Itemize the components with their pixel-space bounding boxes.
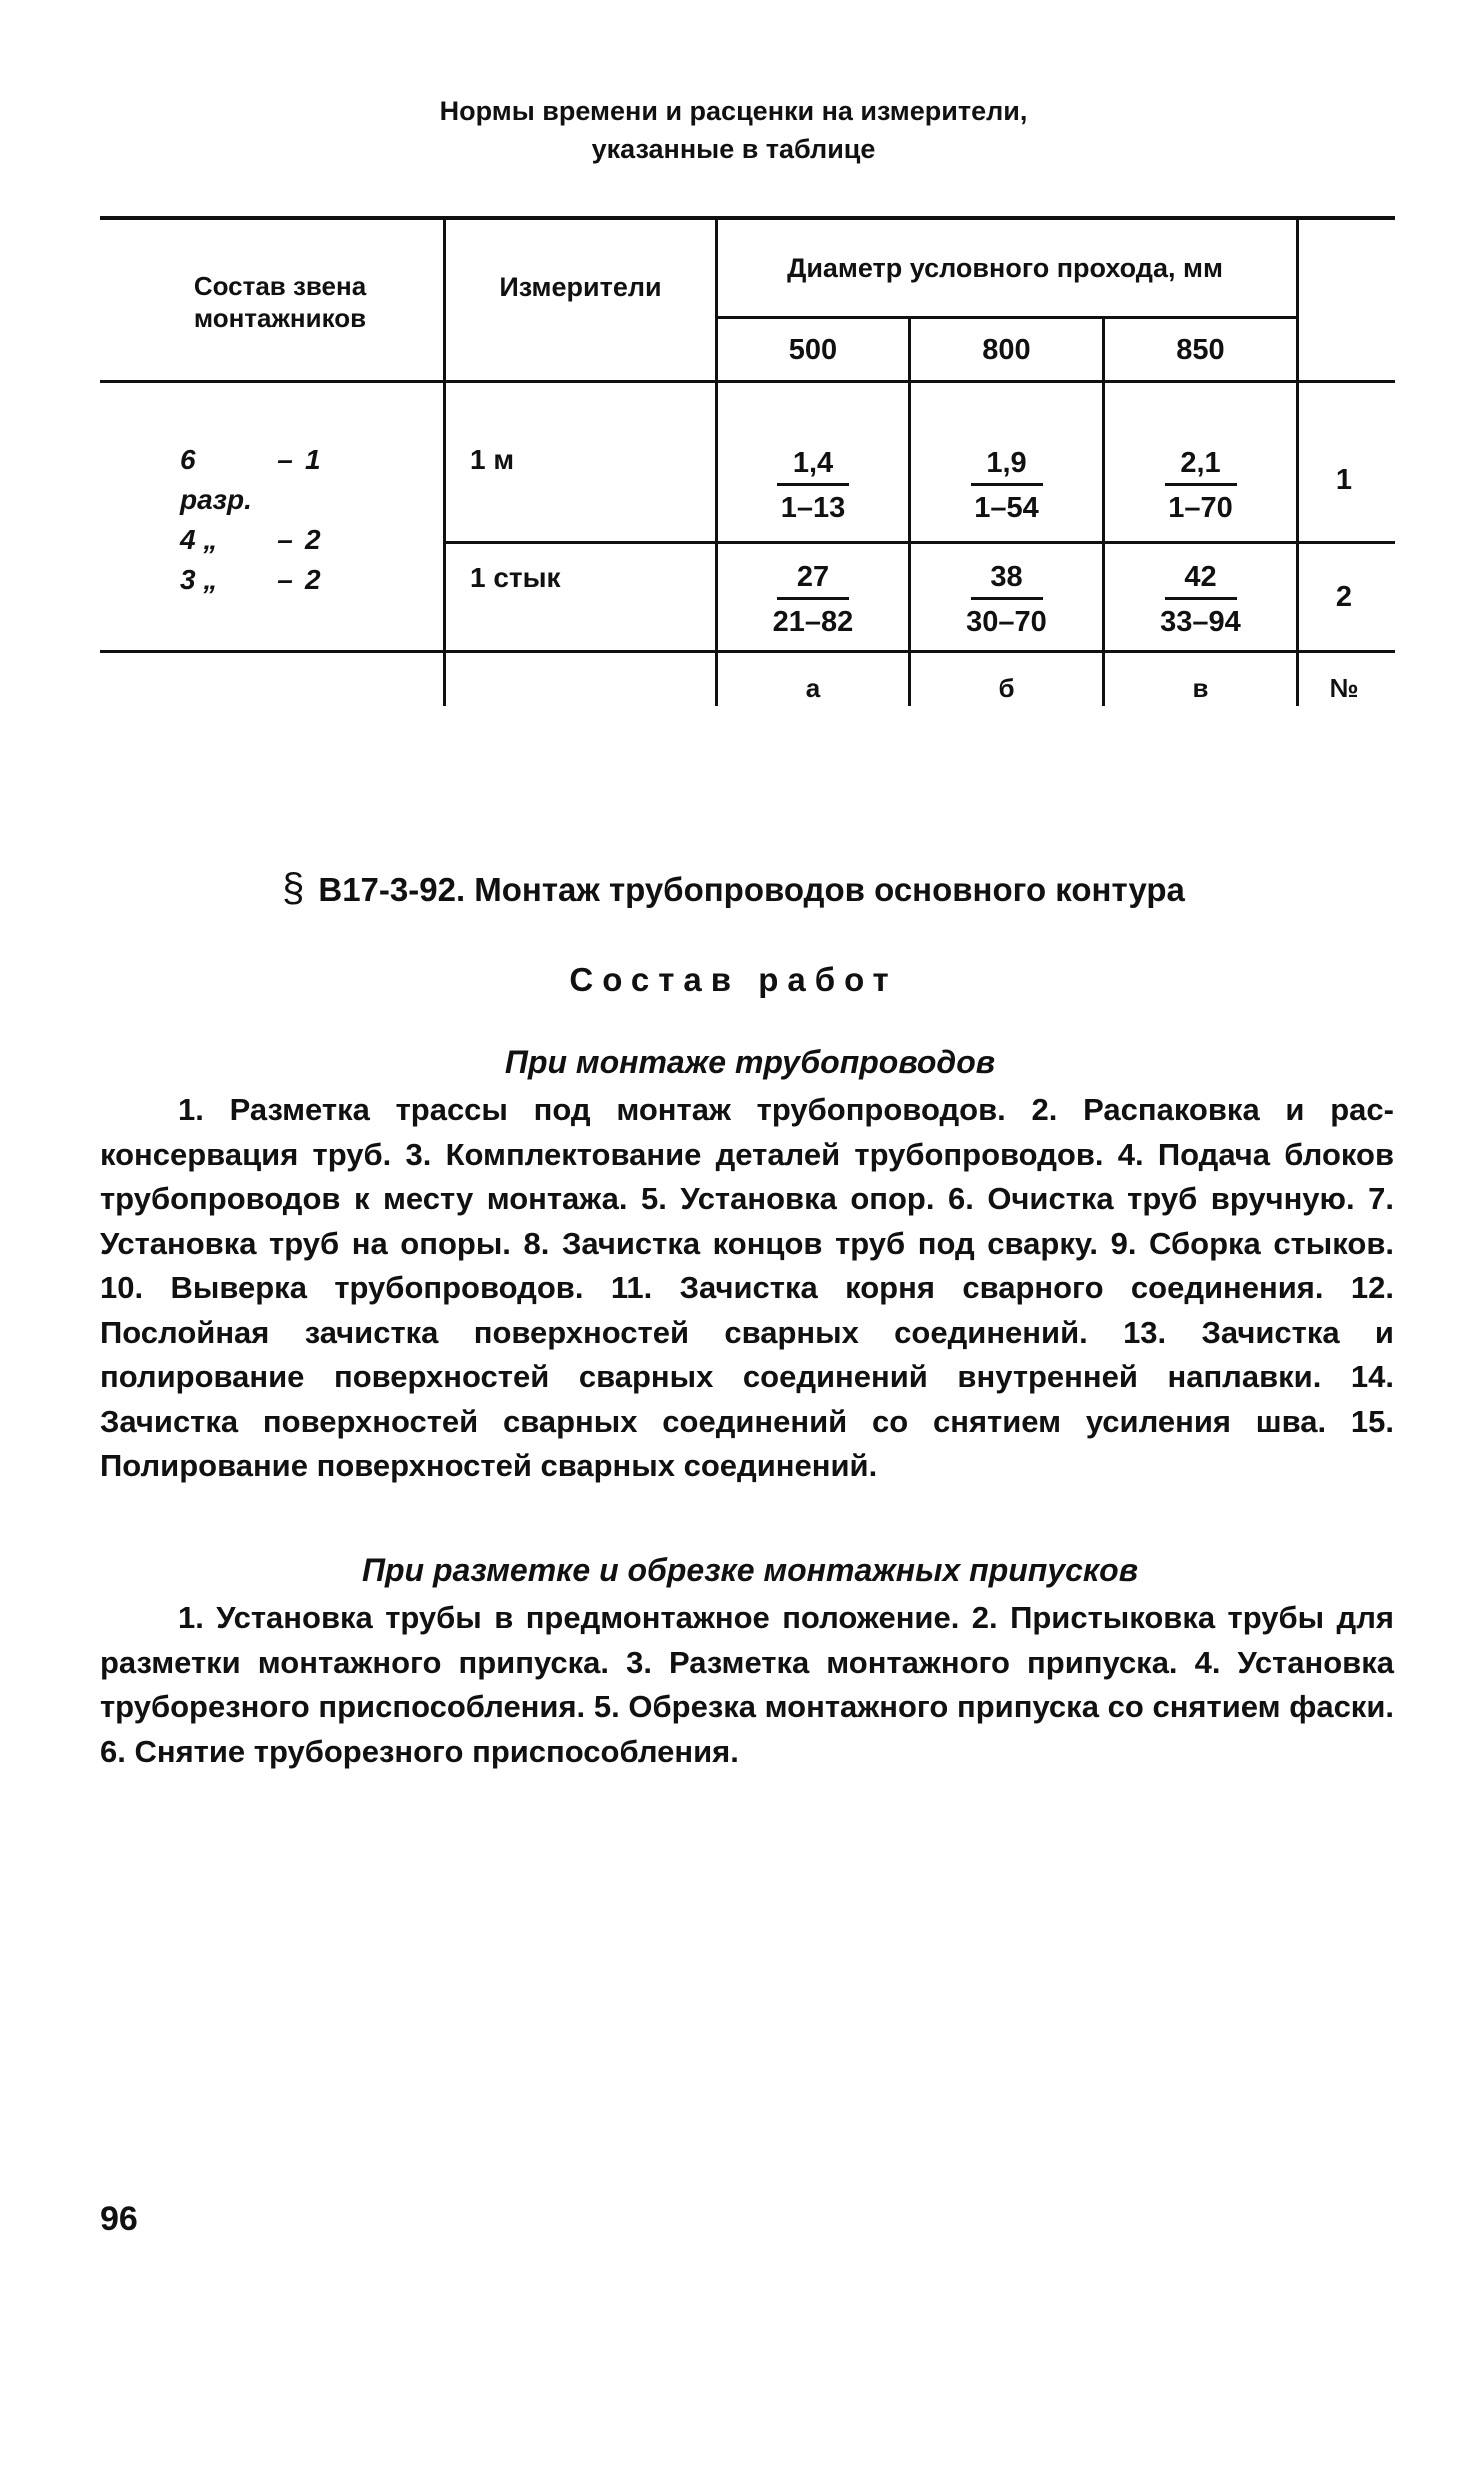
diameter-subrule xyxy=(716,316,1297,319)
work-composition-title: Состав работ xyxy=(569,961,898,998)
row-1-col-c xyxy=(1105,440,1296,530)
header-measure: Измерители xyxy=(499,271,662,302)
rate: 1–54 xyxy=(974,491,1039,524)
crew-count: 1 xyxy=(305,444,321,475)
rate: 21–82 xyxy=(772,605,854,638)
footer-col-c: в xyxy=(1192,672,1209,703)
footer-col-a: а xyxy=(805,672,821,703)
section-title-text: В17-3-92. Монтаж трубопроводов основного контура xyxy=(318,871,1185,908)
rate: 33–94 xyxy=(1160,605,1241,638)
crew-dash: – xyxy=(277,564,293,595)
row-2-measure: 1 стык xyxy=(470,562,561,593)
table-title-line-1: Нормы времени и расценки на измерители, xyxy=(439,96,1028,126)
crew-count: 2 xyxy=(305,564,321,595)
crew-count: 2 xyxy=(305,524,321,555)
subheading-allowance-marking: При разметке и обрезке монтажных припусков xyxy=(361,1552,1139,1588)
section-symbol: § xyxy=(282,866,305,910)
row-divider xyxy=(444,541,1395,544)
row-2-number: 2 xyxy=(1335,580,1353,613)
footer-number-label: № xyxy=(1329,672,1359,703)
crew-grade: 4 „ xyxy=(180,524,218,555)
header-diameter-850: 850 xyxy=(1176,333,1225,366)
header-diameter-500: 500 xyxy=(788,333,838,366)
row-1-col-a xyxy=(718,440,908,530)
body-bottom-rule xyxy=(100,650,1395,653)
crew-row xyxy=(180,440,380,520)
crew-row xyxy=(180,560,380,600)
paragraph-pipeline-installation: 1. Разметка трассы под монтаж трубопроводов. 2. Распаковка и расконсервация труб. 3. Комплектование деталей трубопроводов. 4. Подача блоков трубопроводов к месту монтажа. 5. Установка опор. 6. Очистка труб вручную. 7. Установка труб на опоры. 8. Зачистка концов труб под сварку. 9. Сборка стыков. 10. Выверка трубопроводов. 11. Зачистка корня сварного соединения. 12. Послойная зачистка поверхностей сварных соединений. 13. Зачистка и полирование поверхностей сварных соединений внутренней наплавки. 14. Зачистка поверхностей сварных соединений со снятием усиления шва. 15. Полирование поверхностей сварных соединений. xyxy=(100,1092,1394,1483)
page-number: 96 xyxy=(100,2200,138,2238)
crew-dash: – xyxy=(277,524,293,555)
table-title xyxy=(0,92,1467,168)
crew-row xyxy=(180,520,380,560)
time-norm: 1,9 xyxy=(971,447,1043,486)
time-norm: 27 xyxy=(777,561,849,600)
paragraph-allowance-marking: 1. Установка трубы в предмонтажное положение. 2. Пристыковка трубы для разметки монтажного припуска. 3. Разметка монтажного припуска. 4. Установка труборезного приспособления. 5. Обрезка монтажного припуска со снятием фаски. 6. Снятие труборезного приспособления. xyxy=(100,1600,1394,1769)
crew-grade: 3 „ xyxy=(180,564,218,595)
row-2-col-a xyxy=(718,554,908,644)
crew-grade: 6 разр. xyxy=(180,444,252,515)
header-bottom-rule xyxy=(100,380,1395,383)
row-1-measure: 1 м xyxy=(470,444,515,475)
norm-fraction xyxy=(773,561,854,638)
norm-fraction xyxy=(1160,561,1241,638)
norm-fraction xyxy=(1165,447,1237,524)
footer-col-b: б xyxy=(998,672,1015,703)
header-diameter-800: 800 xyxy=(982,333,1031,366)
time-norm: 38 xyxy=(971,561,1043,600)
header-diameter: Диаметр условного прохода, мм xyxy=(787,253,1223,283)
rate: 1–13 xyxy=(780,491,846,524)
table-title-line-2: указанные в таблице xyxy=(591,134,876,164)
table-top-rule xyxy=(100,216,1395,220)
norm-fraction xyxy=(777,447,849,524)
time-norm: 42 xyxy=(1165,561,1237,600)
subheading-pipeline-installation: При монтаже трубопроводов xyxy=(504,1044,996,1080)
time-norm: 2,1 xyxy=(1165,447,1237,486)
row-2-col-c xyxy=(1105,554,1296,644)
crew-composition xyxy=(180,440,380,600)
row-1-col-b xyxy=(911,440,1102,530)
rate: 30–70 xyxy=(966,605,1047,638)
norm-fraction xyxy=(971,447,1043,524)
section-title xyxy=(0,866,1467,912)
header-crew: Состав звена монтажников xyxy=(193,271,367,333)
row-1-number: 1 xyxy=(1335,463,1353,496)
time-norm: 1,4 xyxy=(777,447,849,486)
crew-dash: – xyxy=(277,444,293,475)
norm-fraction xyxy=(966,561,1047,638)
rate: 1–70 xyxy=(1168,491,1233,524)
row-2-col-b xyxy=(911,554,1102,644)
